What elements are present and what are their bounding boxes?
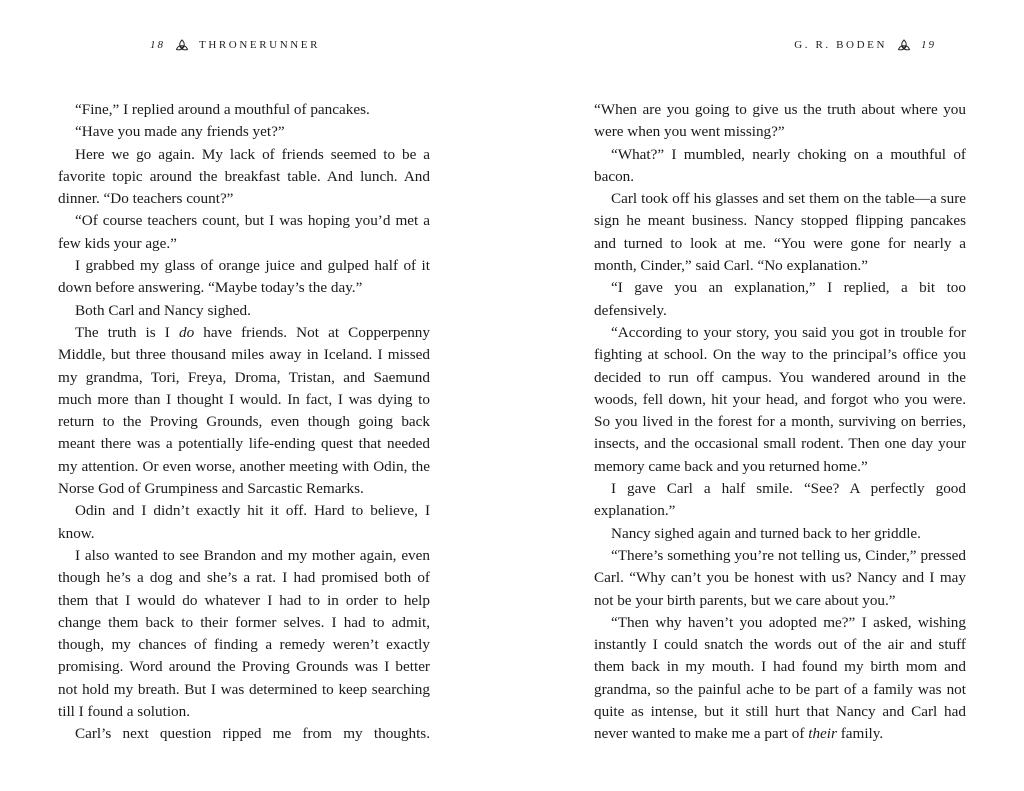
book-title: THRONERUNNER xyxy=(199,39,321,51)
paragraph: “Of course teachers count, but I was hoping you’d met a few kids your age.” xyxy=(58,212,430,252)
emphasis-text: their xyxy=(808,725,837,743)
paragraph: “According to your story, you said you got in trouble for fighting at school. On the way to the principal’s office you decided to run off campus. You wandered around in the woods, fell down, hit your head, and forgot who you were. So you lived in the forest for a month, surviving on berries, insects, and the occasional small rodent. Then one day your memory came back and you returned home.” xyxy=(594,323,966,475)
triquetra-knot-icon xyxy=(175,39,189,51)
paragraph: I also wanted to see Brandon and my mother again, even though he’s a dog and she’s a rat. I had promised both of them that I would do whatever I had to in order to help change them back to their former selves. I had to admit, though, my chances of finding a remedy weren’t exactly promising. Word around the Proving Grounds was I better not hold my breath. But I was determined to keep searching till I found a solution. xyxy=(58,546,430,721)
paragraph: Nancy sighed again and turned back to her griddle. xyxy=(611,524,921,542)
paragraph: “I gave you an explanation,” I replied, a bit too defensively. xyxy=(594,279,966,319)
paragraph: I grabbed my glass of orange juice and gulped half of it down before answering. “Maybe today’s the day.” xyxy=(58,257,430,297)
paragraph: “When are you going to give us the truth about where you were when you went missing?” xyxy=(594,101,966,141)
page-number-right: 19 xyxy=(921,39,936,51)
paragraph-text: The truth is I xyxy=(75,323,179,341)
right-page xyxy=(594,0,966,791)
paragraph: “Have you made any friends yet?” xyxy=(75,123,285,141)
paragraph-text: have friends. Not at Copperpenny Middle, but three thousand miles away in Iceland. I missed my grandma, Tori, Freya, Droma, Tristan, and Saemund much more than I thought I would. In fact, I was dying to return to the Proving Grounds, even though going back meant there was a potentially life-ending quest that needed my attention. Or even worse, another meeting with Odin, the Norse God of Grumpiness and Sarcastic Remarks. xyxy=(58,323,430,498)
paragraph xyxy=(594,612,966,746)
page-number-left: 18 xyxy=(150,39,165,51)
left-page-body xyxy=(58,99,430,746)
right-page-body xyxy=(594,99,966,746)
author-name: G. R. BODEN xyxy=(794,39,887,51)
paragraph: “There’s something you’re not telling us, Cinder,” pressed Carl. “Why can’t you be honest with us? Nancy and I may not be your birth parents, but we care about you.” xyxy=(594,546,966,609)
paragraph: Odin and I didn’t exactly hit it off. Hard to believe, I know. xyxy=(58,502,430,542)
left-page xyxy=(58,0,430,791)
paragraph: Here we go again. My lack of friends seemed to be a favorite topic around the breakfast table. And lunch. And dinner. “Do teachers count?” xyxy=(58,145,430,208)
paragraph: “Fine,” I replied around a mouthful of pancakes. xyxy=(75,101,370,118)
emphasis-text: do xyxy=(178,323,195,341)
paragraph: “What?” I mumbled, nearly choking on a mouthful of bacon. xyxy=(594,145,966,185)
paragraph: Both Carl and Nancy sighed. xyxy=(75,301,251,319)
running-head-left xyxy=(150,39,320,51)
paragraph: Carl took off his glasses and set them on the table—a sure sign he meant business. Nancy stopped flipping pancakes and turned to look at me. “You were gone for nearly a month, Cinder,” said Carl. “No explanation.” xyxy=(594,190,966,275)
paragraph-text: family. xyxy=(836,725,884,743)
paragraph xyxy=(58,322,430,500)
running-head-right xyxy=(794,39,936,51)
paragraph: Carl’s next question ripped me from my thoughts. xyxy=(75,725,430,743)
paragraph-text: “Then why haven’t you adopted me?” I asked, wishing instantly I could snatch the words out of the air and stuff them back in my mouth. I had found my birth mom and grandma, so the painful ache to be part of a family was not quite as intense, but it still hurt that Nancy and Carl had never wanted to make me a part of xyxy=(594,613,966,743)
paragraph: I gave Carl a half smile. “See? A perfectly good explanation.” xyxy=(594,480,966,520)
triquetra-knot-icon xyxy=(897,39,911,51)
